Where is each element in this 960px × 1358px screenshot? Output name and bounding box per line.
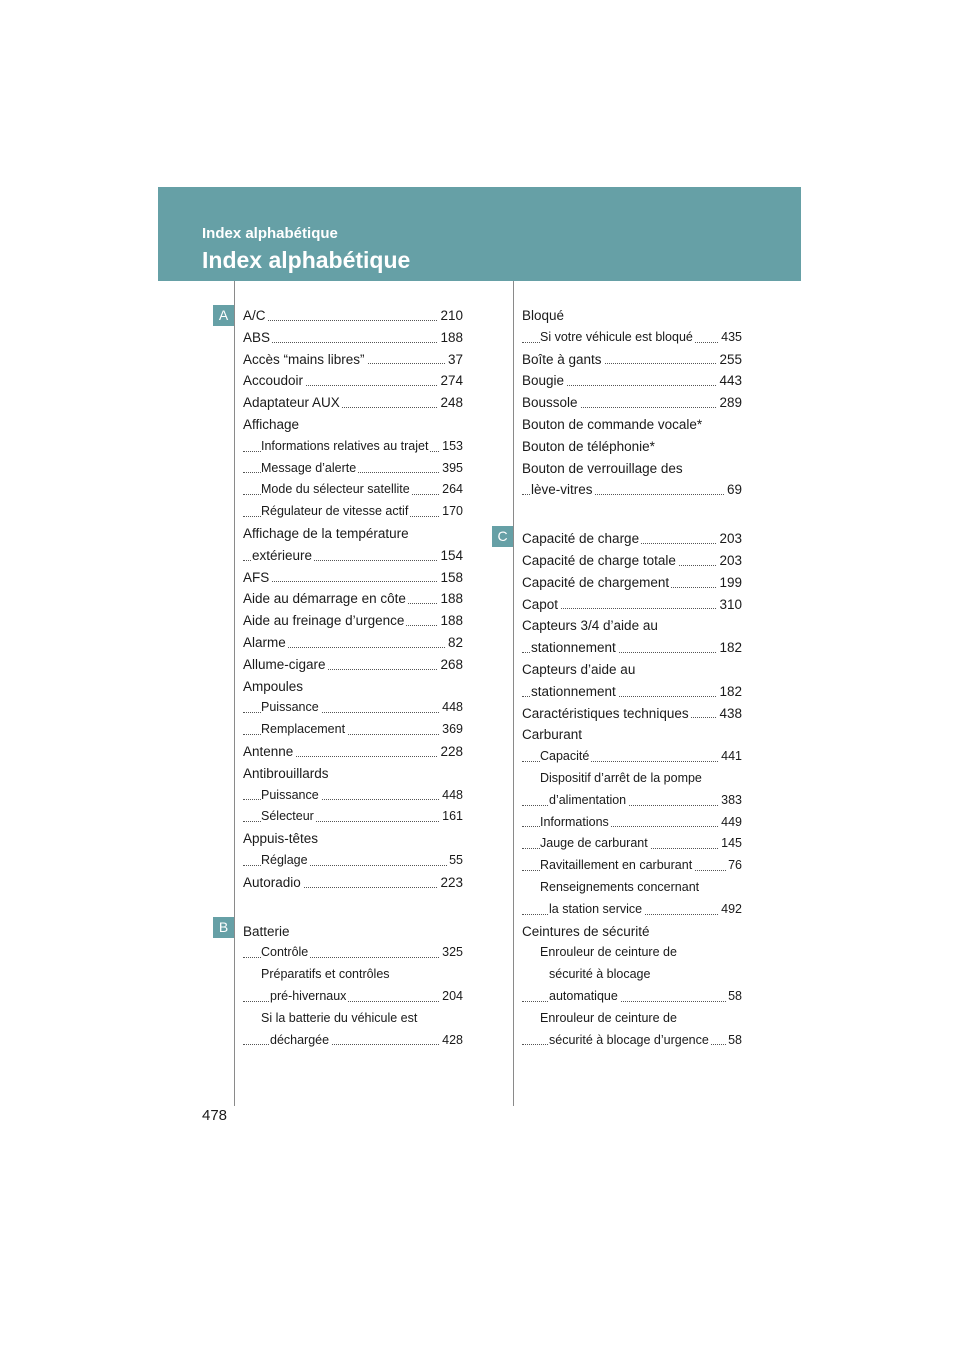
entry-page-number: 325 [440,942,463,964]
entry-page-number: 188 [438,610,463,632]
index-entry [522,986,742,1008]
entry-label: Bouton de téléphonie* [522,438,655,454]
entry-page-number: 443 [717,370,742,392]
entry-label: stationnement [531,640,616,656]
entry-label: Bouton de commande vocale* [522,416,703,432]
entry-label: Si votre véhicule est bloqué [540,329,693,344]
index-entry [522,436,742,458]
index-entry [243,567,463,589]
entry-label: Enrouleur de ceinture de [540,1010,677,1025]
entry-page-number: 170 [440,501,463,523]
entry-label: ABS [243,329,271,345]
section-letter-c: C [492,526,513,547]
entry-label: Contrôle [261,945,309,960]
entry-label: Aide au démarrage en côte [243,591,406,607]
index-entry [243,964,463,986]
entry-page-number: 228 [438,741,463,763]
index-entry [522,746,742,768]
index-entry [522,414,742,436]
index-entry [243,610,463,632]
entry-page-number: 210 [438,305,463,327]
entry-label: Boîte à gants [522,351,602,367]
entry-page-number: 448 [440,785,463,807]
entry-page-number: 449 [719,812,742,834]
entry-label: Dispositif d’arrêt de la pompe [540,770,702,785]
entry-label: Régulateur de vitesse actif [261,504,409,519]
index-entry [243,828,463,850]
entry-label: Capacité de charge [522,531,640,547]
entry-label: Alarme [243,634,286,650]
index-entry [243,370,463,392]
index-entry [243,676,463,698]
entry-label: Ampoules [243,678,304,694]
entry-page-number: 369 [440,719,463,741]
index-entry [522,479,742,501]
entry-page-number: 441 [719,746,742,768]
index-entry [522,572,742,594]
entry-label: automatique [549,988,618,1003]
entry-label: Puissance [261,787,319,802]
index-entry [522,833,742,855]
index-entry [522,790,742,812]
entry-page-number: 395 [440,458,463,480]
index-entry [522,877,742,899]
entry-label: Affichage de la température [243,525,409,541]
entry-label: Bougie [522,373,565,389]
right-column-rule [513,281,514,1106]
entry-label: Message d’alerte [261,460,357,475]
section-gap [243,894,463,921]
index-entry [522,349,742,371]
entry-label: Batterie [243,923,290,939]
index-entry [243,850,463,872]
entry-label: Informations relatives au trajet [261,438,429,453]
index-entry [243,458,463,480]
entry-label: sécurité à blocage d’urgence [549,1032,709,1047]
entry-label: Jauge de carburant [540,836,648,851]
section-gap [522,501,742,528]
index-entry [522,458,742,480]
entry-label: Caractéristiques techniques [522,705,689,721]
index-entry [243,545,463,567]
entry-page-number: 58 [726,986,742,1008]
entry-label: Mode du sélecteur satellite [261,482,410,497]
index-entry [243,305,463,327]
index-entry [243,327,463,349]
entry-page-number: 154 [438,545,463,567]
entry-label: Accès “mains libres” [243,351,365,367]
entry-label: Sélecteur [261,809,314,824]
index-entry [522,528,742,550]
entry-label: Remplacement [261,722,346,737]
entry-label: extérieure [252,547,313,563]
entry-page-number: 438 [717,703,742,725]
entry-label: stationnement [531,683,616,699]
entry-label: AFS [243,569,270,585]
entry-label: Capot [522,596,559,612]
entry-label: déchargée [270,1032,330,1047]
index-entry [522,964,742,986]
entry-page-number: 204 [440,986,463,1008]
index-entry [522,637,742,659]
index-entry [243,349,463,371]
index-entry [243,697,463,719]
entry-label: la station service [549,901,643,916]
page-title: Index alphabétique [202,247,411,273]
entry-page-number: 182 [717,637,742,659]
entry-page-number: 223 [438,872,463,894]
entry-label: Enrouleur de ceinture de [540,945,677,960]
index-entry [243,632,463,654]
entry-page-number: 203 [717,528,742,550]
entry-page-number: 383 [719,790,742,812]
index-entry [243,986,463,1008]
index-entry [522,594,742,616]
entry-label: Capteurs 3/4 d’aide au [522,618,658,634]
entry-label: Affichage [243,416,300,432]
header-subtitle: Index alphabétique [202,225,338,242]
index-entry [522,327,742,349]
entry-label: Bouton de verrouillage des [522,460,683,476]
entry-label: A/C [243,308,266,323]
entry-page-number: 264 [440,479,463,501]
page-number: 478 [202,1107,228,1124]
entry-label: Ravitaillement en carburant [540,858,693,873]
index-entry [522,921,742,943]
entry-label: Réglage [261,852,308,867]
index-entry [243,741,463,763]
index-entry [243,523,463,545]
entry-page-number: 182 [717,681,742,703]
index-entry [522,942,742,964]
index-entry [243,501,463,523]
entry-page-number: 69 [725,479,742,501]
entry-page-number: 199 [717,572,742,594]
entry-page-number: 55 [447,850,463,872]
right-index-column [522,305,742,1051]
index-entry [522,812,742,834]
entry-label: Capacité de charge totale [522,552,676,568]
entry-label: Allume-cigare [243,656,326,672]
index-entry [522,1008,742,1030]
index-entry [243,921,463,943]
entry-page-number: 448 [440,697,463,719]
entry-label: Si la batterie du véhicule est [261,1010,418,1025]
entry-label: lève-vitres [531,482,593,498]
entry-label: Autoradio [243,874,301,890]
index-entry [522,305,742,327]
entry-label: Capteurs d’aide au [522,661,636,677]
entry-label: Capacité de chargement [522,574,670,590]
entry-label: Accoudoir [243,373,304,389]
index-entry [243,654,463,676]
entry-label: Informations [540,814,609,829]
entry-page-number: 248 [438,392,463,414]
entry-label: Carburant [522,727,583,743]
index-entry [243,872,463,894]
index-entry [522,703,742,725]
entry-label: Adaptateur AUX [243,395,340,411]
entry-page-number: 188 [438,588,463,610]
index-entry [243,806,463,828]
entry-page-number: 492 [719,899,742,921]
index-entry [243,392,463,414]
entry-label: Préparatifs et contrôles [261,967,390,982]
entry-label: Ceintures de sécurité [522,923,650,939]
entry-label: Puissance [261,700,319,715]
entry-page-number: 58 [726,1030,742,1052]
index-entry [522,659,742,681]
entry-page-number: 82 [446,632,463,654]
entry-page-number: 158 [438,567,463,589]
index-entry [243,588,463,610]
entry-page-number: 435 [719,327,742,349]
index-entry [522,370,742,392]
index-entry [522,899,742,921]
entry-label: d’alimentation [549,792,627,807]
index-entry [522,724,742,746]
entry-page-number: 268 [438,654,463,676]
entry-page-number: 161 [440,806,463,828]
left-column-rule [234,281,235,1106]
index-entry [243,436,463,458]
entry-page-number: 289 [717,392,742,414]
index-entry [522,615,742,637]
index-entry [243,1030,463,1052]
entry-page-number: 153 [440,436,463,458]
index-entry [243,479,463,501]
index-entry [522,855,742,877]
entry-label: Antibrouillards [243,765,329,781]
section-letter-a: A [213,305,234,326]
entry-label: Appuis-têtes [243,831,319,847]
entry-page-number: 428 [440,1030,463,1052]
index-entry [522,392,742,414]
entry-page-number: 76 [726,855,742,877]
header-banner [158,187,801,281]
left-index-column [243,305,463,1051]
entry-label: Boussole [522,395,578,411]
entry-label: Renseignements concernant [540,879,700,894]
entry-page-number: 37 [446,349,463,371]
index-entry [243,942,463,964]
entry-page-number: 274 [438,370,463,392]
index-entry [522,1030,742,1052]
section-letter-b: B [213,917,234,938]
index-entry [243,785,463,807]
entry-label: Bloqué [522,308,565,323]
index-entry [243,1008,463,1030]
entry-page-number: 188 [438,327,463,349]
entry-label: Aide au freinage d’urgence [243,613,405,629]
index-entry [522,768,742,790]
entry-page-number: 310 [717,594,742,616]
index-entry [522,550,742,572]
index-entry [243,719,463,741]
index-entry [243,763,463,785]
index-entry [522,681,742,703]
entry-page-number: 145 [719,833,742,855]
entry-label: Antenne [243,743,294,759]
entry-page-number: 203 [717,550,742,572]
entry-label: pré-hivernaux [270,988,347,1003]
entry-page-number: 255 [717,349,742,371]
entry-label: Capacité [540,749,590,764]
index-entry [243,414,463,436]
entry-label: sécurité à blocage [549,967,651,982]
